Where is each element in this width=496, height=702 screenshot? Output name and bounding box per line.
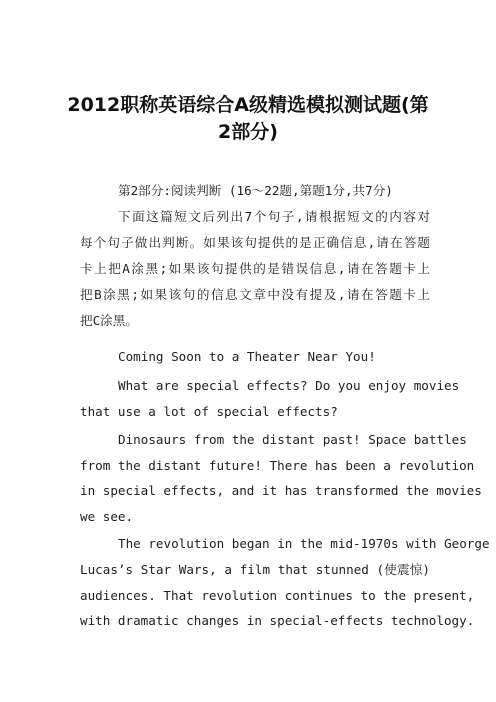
paragraph-line: 卡上把A涂黑;如果该句提供的是错误信息,请在答题卡上 xyxy=(80,261,430,276)
paragraph-line: Dinosaurs from the distant past! Space battles xyxy=(118,432,467,447)
paragraph-line: Lucas’s Star Wars, a film that stunned (使震惊) xyxy=(80,562,430,577)
paragraph-line: from the distant future! There has been a revolution xyxy=(80,458,475,473)
paragraph-line: What are special effects? Do you enjoy movies xyxy=(118,378,460,393)
article-title: Coming Soon to a Theater Near You! xyxy=(118,349,376,364)
title-line-1: 2012职称英语综合A级精选模拟测试题(第 xyxy=(67,94,429,116)
paragraph-line: we see. xyxy=(80,509,134,524)
document-title xyxy=(60,92,436,146)
section-heading: 第2部分:阅读判断 (16～22题,第题1分,共7分) xyxy=(118,183,393,198)
paragraph-line: 下面这篇短文后列出7个句子,请根据短文的内容对 xyxy=(118,209,430,224)
title-line-2: 2部分) xyxy=(218,121,278,143)
paragraph-line: 每个句子做出判断。如果该句提供的是正确信息,请在答题 xyxy=(80,235,430,250)
paragraph-line: 把C涂黑。 xyxy=(80,313,138,328)
paragraph-line: with dramatic changes in special-effects technology. xyxy=(80,613,475,628)
paragraph-line: audiences. That revolution continues to the present, xyxy=(80,588,475,603)
paragraph-line: that use a lot of special effects? xyxy=(80,404,338,419)
paragraph-line: The revolution began in the mid-1970s with George xyxy=(118,536,490,551)
paragraph-line: 把B涂黑;如果该句的信息文章中没有提及,请在答题卡上 xyxy=(80,287,430,302)
paragraph-line: in special effects, and it has transformed the movies xyxy=(80,483,482,498)
